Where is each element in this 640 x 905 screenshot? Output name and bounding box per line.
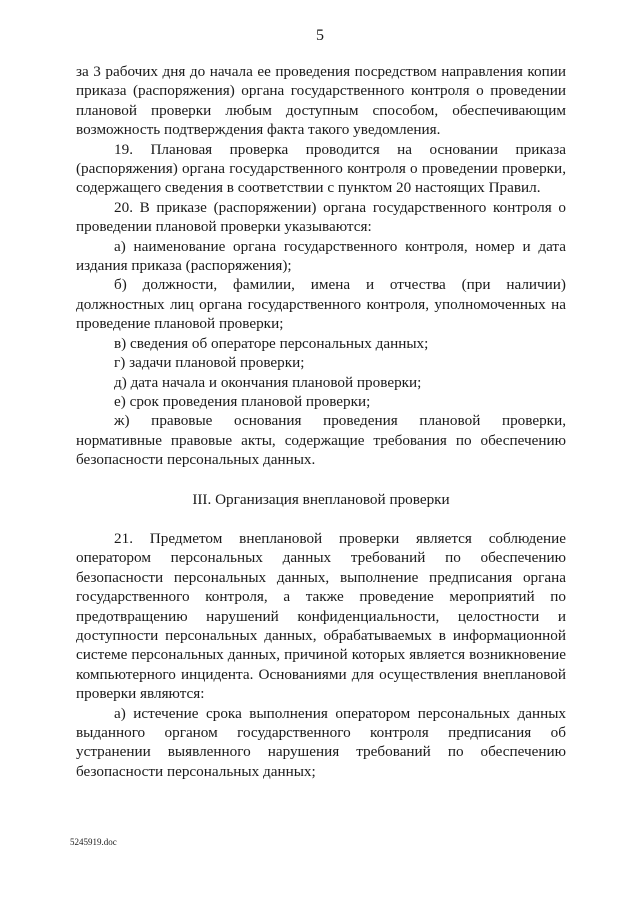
list-item-b: б) должности, фамилии, имена и отчества (при наличии) должностных лиц органа государственного контроля, уполномоченных на проведение плановой проверки; <box>76 276 566 333</box>
list-item-zh: ж) правовые основания проведения плановой проверки, нормативные правовые акты, содержащие требования по обеспечению безопасности персональных данных. <box>76 412 566 469</box>
list-item-d: д) дата начала и окончания плановой проверки; <box>114 373 422 391</box>
list-item-e: е) срок проведения плановой проверки; <box>114 392 371 410</box>
page-number: 5 <box>316 27 324 44</box>
list-item-v: в) сведения об операторе персональных данных; <box>114 334 429 352</box>
paragraph-continuation: за 3 рабочих дня до начала ее проведения посредством направления копии приказа (распоряжения) органа государственного контроля о проведении плановой проверки любым доступным способом, обеспечивающим возможность подтверждения факта такого уведомления. <box>76 63 566 139</box>
section-heading: III. Организация внеплановой проверки <box>192 490 450 508</box>
paragraph-21: 21. Предметом внеплановой проверки является соблюдение оператором персональных данных требований по обеспечению безопасности персональных данных, выполнение предписания органа государственного контроля, а также проведение мероприятий по предотвращению нарушений конфиденциальности, целостности и доступности персональных данных, обрабатываемых в информационной системе персональных данных, причиной которых является возникновение компьютерного инцидента. Основаниями для осуществления внеплановой проверки являются: <box>76 529 566 703</box>
paragraph-21-item-a: а) истечение срока выполнения оператором персональных данных выданного органом государственного контроля предписания об устранении выявленного нарушения требований по обеспечению безопасности персональных данных; <box>76 704 566 780</box>
footer-filename: 5245919.doc <box>70 837 117 847</box>
document-body <box>76 62 566 781</box>
list-item-a: а) наименование органа государственного контроля, номер и дата издания приказа (распоряжения); <box>76 237 566 275</box>
paragraph-20: 20. В приказе (распоряжении) органа государственного контроля о проведении плановой проверки указываются: <box>76 198 566 236</box>
list-item-g: г) задачи плановой проверки; <box>114 354 305 372</box>
paragraph-19: 19. Плановая проверка проводится на основании приказа (распоряжения) органа государственного контроля о проведении проверки, содержащего сведения в соответствии с пунктом 20 настоящих Правил. <box>76 140 566 197</box>
